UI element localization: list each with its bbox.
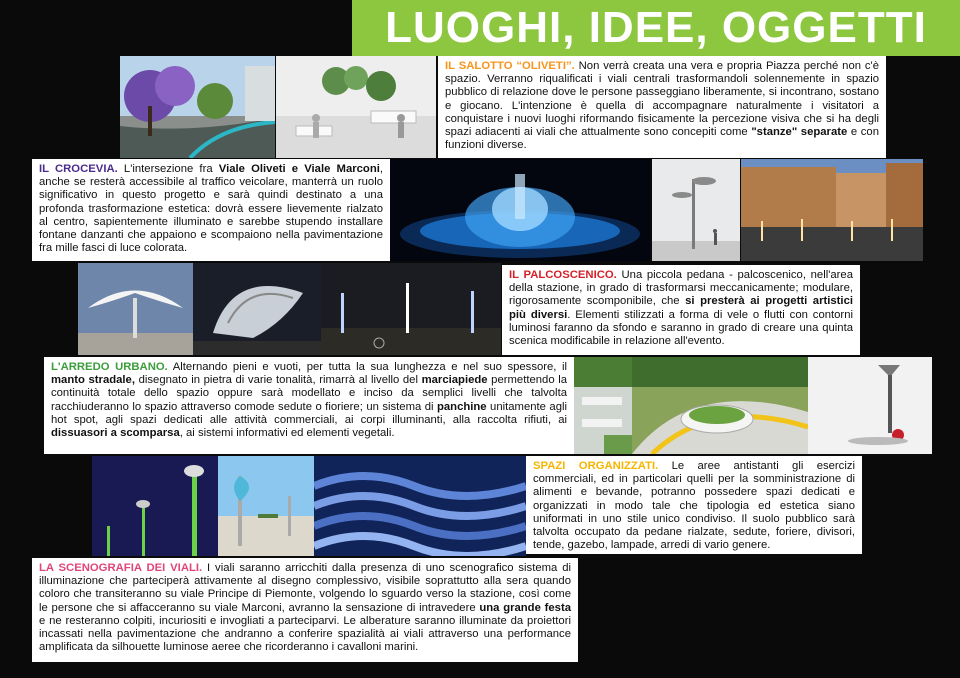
- photo-dancing-fountain: [390, 159, 650, 261]
- section-title: IL PALCOSCENICO.: [509, 269, 617, 281]
- photo-shell-pavilion: [193, 263, 321, 355]
- section-highlight: "stanze" separate: [751, 126, 848, 139]
- section-text: . Elementi stilizzati a forma di vele o flutti con contorni luminosi faranno da sfondo e saranno in grado di creare una quinta scenica modificabile in relazione all'evento.: [509, 308, 853, 348]
- section-text: Alternando pieni e vuoti, per tutta la sua lunghezza e nel suo spessore, il: [167, 361, 567, 373]
- photo-planter-seat: [632, 357, 808, 454]
- section-highlight: una grande festa: [479, 601, 571, 614]
- photo-sail-canopy: [78, 263, 193, 355]
- photo-wave-silhouettes: [314, 456, 526, 556]
- section-title: IL CROCEVIA.: [39, 163, 118, 175]
- section-text: , anche se resterà accessibile al traffico veicolare, manterrà un ruolo significativo in questo progetto e sarà quindi destinato a una profonda trasformazione estetica: dovrà essere lievemente rialzato al centro, sapientemente illuminato e sarebbe stupendo installare fontane danzanti che appaiono e scompaiono nella pavimentazione fra mille fasci di luce colorata.: [39, 163, 383, 255]
- photo-seafront-lights: [218, 456, 314, 556]
- photo-street-lamp: [652, 159, 740, 261]
- page-banner: [352, 0, 960, 56]
- section-highlight: marciapiede: [421, 374, 488, 387]
- section-spazi: [526, 456, 862, 554]
- section-crocevia: [32, 159, 390, 261]
- section-text: unitamente agli hot spot, agli spazi dedicati alle attività commerciali, ai corpi illuminanti, alla raccolta rifiuti, ai: [51, 400, 567, 426]
- section-highlight: manto stradale,: [51, 374, 135, 387]
- page-title: LUOGHI, IDEE, OGGETTI: [385, 3, 927, 52]
- photo-jacaranda-avenue: [120, 56, 275, 158]
- section-highlight: si presterà ai progetti artistici più diversi: [509, 295, 853, 321]
- section-text: L'intersezione fra: [117, 163, 219, 175]
- photo-night-lights: [321, 263, 501, 355]
- section-palcoscenico: [502, 265, 860, 355]
- photo-lamp-design: [808, 357, 932, 454]
- section-title: L'ARREDO URBANO.: [51, 361, 168, 373]
- section-text: e con funzioni diverse.: [445, 126, 880, 152]
- section-text: Le aree antistanti gli esercizi commerciali, ed in particolari quelli per la somministrazione di alimenti e bevande, potranno possedere spazi dedicati e organizzati in modo tale che tipologia ed estetica siano uniformati in uno stile unico condiviso. Il suolo pubblico sarà talvolta occupato da pedane rialzate, sedute, foriere, divisori, tende, gazebo, lampade, arredi di vario genere.: [533, 460, 855, 552]
- section-text: Non verrà creata una vera e propria Piazza perché non c'è spazio. Verranno riqualificati i viali centrali trasformandoli solennemente in spazio pubblico di relazione dove le persone passeggiano liberamente, si incontrano, sostano e giocano. L'intenzione è quella di accompagnare naturalmente i visitatori a conquistare i nuovi luoghi riformando fisicamente la percezione visiva che si ha degli spazi adiacenti ai viali che attualmente sono concepiti come: [445, 60, 880, 139]
- section-highlight: Viale Oliveti e Viale Marconi: [218, 163, 380, 175]
- photo-neon-poles: [92, 456, 218, 556]
- section-text: Una piccola pedana - palcoscenico, nell'area della stazione, in grado di trasformarsi meccanicamente; modulare, rigorosamente scomponibile, che: [509, 269, 853, 308]
- section-title: IL SALOTTO “OLIVETI”.: [445, 60, 575, 72]
- section-title: SPAZI ORGANIZZATI.: [533, 460, 659, 472]
- section-arredo: [44, 357, 574, 454]
- section-text: , ai sistemi informativi ed elementi vegetali.: [179, 427, 395, 440]
- photo-square-fountains: [741, 159, 923, 261]
- photo-plaza-render: [276, 56, 436, 158]
- section-scenografia: [32, 558, 578, 662]
- section-text: permettendo la continuità totale dello spazio oppure sarà modellato e inciso da semplici livelli che talvolta racchiuderanno lo spazio attraverso comode sedute o fioriere; un sistema di: [51, 374, 568, 413]
- section-text: I viali saranno arricchiti dalla presenza di uno scenografico sistema di illuminazione che parteciperà attivamente al disegno complessivo, visibile soprattutto alla sera quando coloro che transiteranno su viale Principe di Piemonte, volgendo lo sguardo verso la stazione, così come le persone che si affacceranno su viale Marconi, avranno la sensazione di intravedere: [39, 562, 571, 614]
- section-title: LA SCENOGRAFIA DEI VIALI.: [39, 562, 203, 574]
- section-highlight: panchine: [437, 400, 487, 413]
- photo-green-benches: [574, 357, 632, 454]
- section-text: e ne resteranno colpiti, incuriositi e invogliati a parteciparvi. Le alberature saranno illuminate da proiettori incassati nella pavimentazione che andranno a conferire spazialità ai viali attraverso una performance amplificata da silhouette luminose aeree che ricorderanno i cavalloni marini.: [39, 614, 571, 654]
- section-salotto: [438, 56, 886, 158]
- section-text: disegnato in pietra di varie tonalità, rimarrà al livello del: [134, 374, 422, 387]
- section-highlight: dissuasori a scomparsa: [51, 427, 180, 440]
